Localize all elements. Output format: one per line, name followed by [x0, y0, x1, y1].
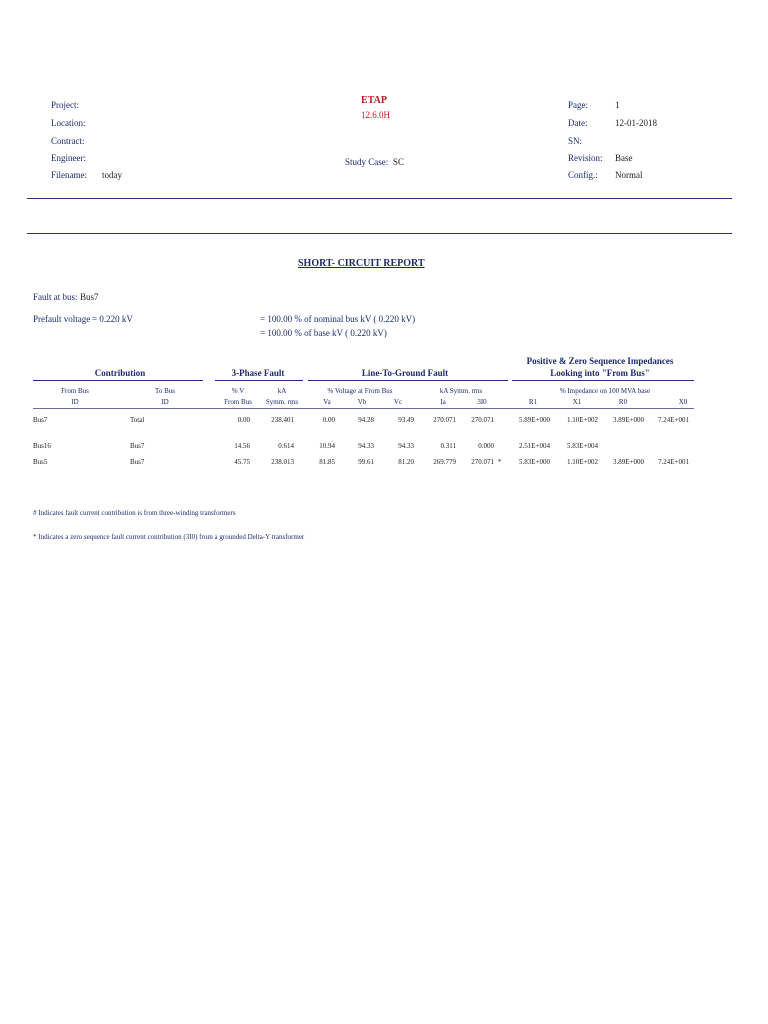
contract-label: Contract:	[51, 136, 85, 146]
table-cell-ia: 0.311	[440, 442, 456, 450]
table-cell-x1: 5.83E+004	[567, 442, 598, 450]
sub-r1: R1	[528, 398, 538, 406]
group-ltg: Line-To-Ground Fault	[361, 368, 449, 378]
sub-impedance-base: % Impedance on 100 MVA base	[559, 387, 651, 395]
table-cell-ka: 238.401	[271, 416, 294, 424]
config-label: Config.:	[568, 170, 598, 180]
header-rule-top	[27, 198, 732, 199]
sub-from-bus: From Bus	[61, 387, 89, 395]
location-label: Location:	[51, 118, 86, 128]
table-cell-to: Bus7	[130, 442, 145, 450]
table-row: Bus5	[33, 458, 48, 466]
sub-pct-v: % V	[231, 387, 245, 395]
sub-from-bus-id: ID	[71, 398, 79, 406]
filename-value: today	[102, 170, 122, 180]
table-cell-r0: 3.89E+000	[613, 416, 644, 424]
table-cell-ka: 238.013	[271, 458, 294, 466]
table-cell-vc: 93.49	[398, 416, 414, 424]
table-cell-v: 45.75	[234, 458, 250, 466]
sub-x1: X1	[572, 398, 582, 406]
sub-va: Va	[323, 398, 331, 406]
fault-at-bus-value: Bus7	[80, 292, 99, 302]
project-label: Project:	[51, 100, 79, 110]
table-header-rule	[33, 408, 694, 409]
config-value: Normal	[615, 170, 643, 180]
table-cell-va: 0.00	[322, 416, 335, 424]
sub-3i0: 3I0	[477, 398, 487, 406]
pct-nominal: = 100.00 % of nominal bus kV ( 0.220 kV)	[260, 314, 416, 324]
table-cell-mark: *	[498, 458, 502, 466]
table-row: Bus16	[33, 442, 51, 450]
table-cell-to: Bus7	[130, 458, 145, 466]
filename-label: Filename:	[51, 170, 87, 180]
rule-ltg	[308, 380, 508, 381]
table-cell-r1: 5.89E+000	[519, 416, 550, 424]
engineer-label: Engineer:	[51, 153, 86, 163]
table-cell-vb: 99.61	[358, 458, 374, 466]
sn-label: SN:	[568, 136, 583, 146]
table-cell-x0: 7.24E+001	[658, 416, 689, 424]
table-cell-3i0: 0.000	[478, 442, 494, 450]
table-cell-r0: 3.89E+000	[613, 458, 644, 466]
table-cell-vb: 94.33	[358, 442, 374, 450]
table-row: Bus7	[33, 416, 48, 424]
table-cell-vb: 94.28	[358, 416, 374, 424]
sub-pct-voltage-from-bus: % Voltage at From Bus	[327, 387, 393, 395]
table-cell-v: 0.00	[237, 416, 250, 424]
table-cell-vc: 81.20	[398, 458, 414, 466]
footnote-star: * Indicates a zero sequence fault current contribution (3I0) from a grounded Delta-Y transformer	[33, 533, 305, 541]
table-cell-3i0: 270.071	[471, 416, 494, 424]
date-label: Date:	[568, 118, 588, 128]
table-cell-va: 10.94	[319, 442, 335, 450]
etap-title: ETAP	[361, 95, 387, 106]
footnote-hash: # Indicates fault current contribution is from three-winding transformers	[33, 509, 236, 517]
prefault-value: = 0.220 kV	[92, 314, 133, 324]
fault-at-bus-label: Fault at bus:	[33, 292, 78, 302]
table-cell-v: 14.56	[234, 442, 250, 450]
study-case-label: Study Case:	[345, 157, 389, 167]
revision-value: Base	[615, 153, 633, 163]
table-cell-va: 81.85	[319, 458, 335, 466]
table-cell-r1: 2.51E+004	[519, 442, 550, 450]
table-cell-x0: 7.24E+001	[658, 458, 689, 466]
sub-x0: X0	[678, 398, 688, 406]
header-rule-bottom	[27, 233, 732, 234]
sub-r0: R0	[618, 398, 628, 406]
group-three-phase: 3-Phase Fault	[231, 368, 285, 378]
page-value: 1	[615, 100, 620, 110]
study-case-value: SC	[393, 157, 405, 167]
revision-label: Revision:	[568, 153, 603, 163]
table-cell-3i0: 270.071	[471, 458, 494, 466]
group-contribution: Contribution	[94, 368, 146, 378]
table-cell-ia: 270.071	[433, 416, 456, 424]
rule-contribution	[33, 380, 203, 381]
date-value: 12-01-2018	[615, 118, 657, 128]
sub-ia: Ia	[440, 398, 446, 406]
table-cell-r1: 5.83E+000	[519, 458, 550, 466]
sub-ka-symm-rms: kA Symm. rms	[439, 387, 483, 395]
pct-base: = 100.00 % of base kV ( 0.220 kV)	[260, 328, 387, 338]
table-cell-to: Total	[130, 416, 145, 424]
sub-pct-v-from-bus: From Bus	[224, 398, 252, 406]
page-label: Page:	[568, 100, 588, 110]
sub-ka: kA	[277, 387, 287, 395]
group-impedance-line1: Positive & Zero Sequence Impedances	[526, 356, 674, 366]
etap-version: 12.6.0H	[361, 110, 390, 120]
sub-vc: Vc	[393, 398, 403, 406]
table-cell-ia: 269.779	[433, 458, 456, 466]
sub-to-bus: To Bus	[155, 387, 175, 395]
group-impedance-line2: Looking into "From Bus"	[550, 368, 650, 378]
rule-three-phase	[215, 380, 303, 381]
rule-impedance	[512, 380, 694, 381]
table-cell-ka: 0.614	[278, 442, 294, 450]
table-cell-vc: 94.33	[398, 442, 414, 450]
report-title: SHORT- CIRCUIT REPORT	[298, 258, 425, 269]
sub-to-bus-id: ID	[161, 398, 169, 406]
sub-ka-symm: Symm. rms	[265, 398, 299, 406]
table-cell-x1: 1.10E+002	[567, 458, 598, 466]
table-cell-x1: 1.10E+002	[567, 416, 598, 424]
prefault-label: Prefault voltage	[33, 314, 91, 324]
sub-vb: Vb	[357, 398, 367, 406]
